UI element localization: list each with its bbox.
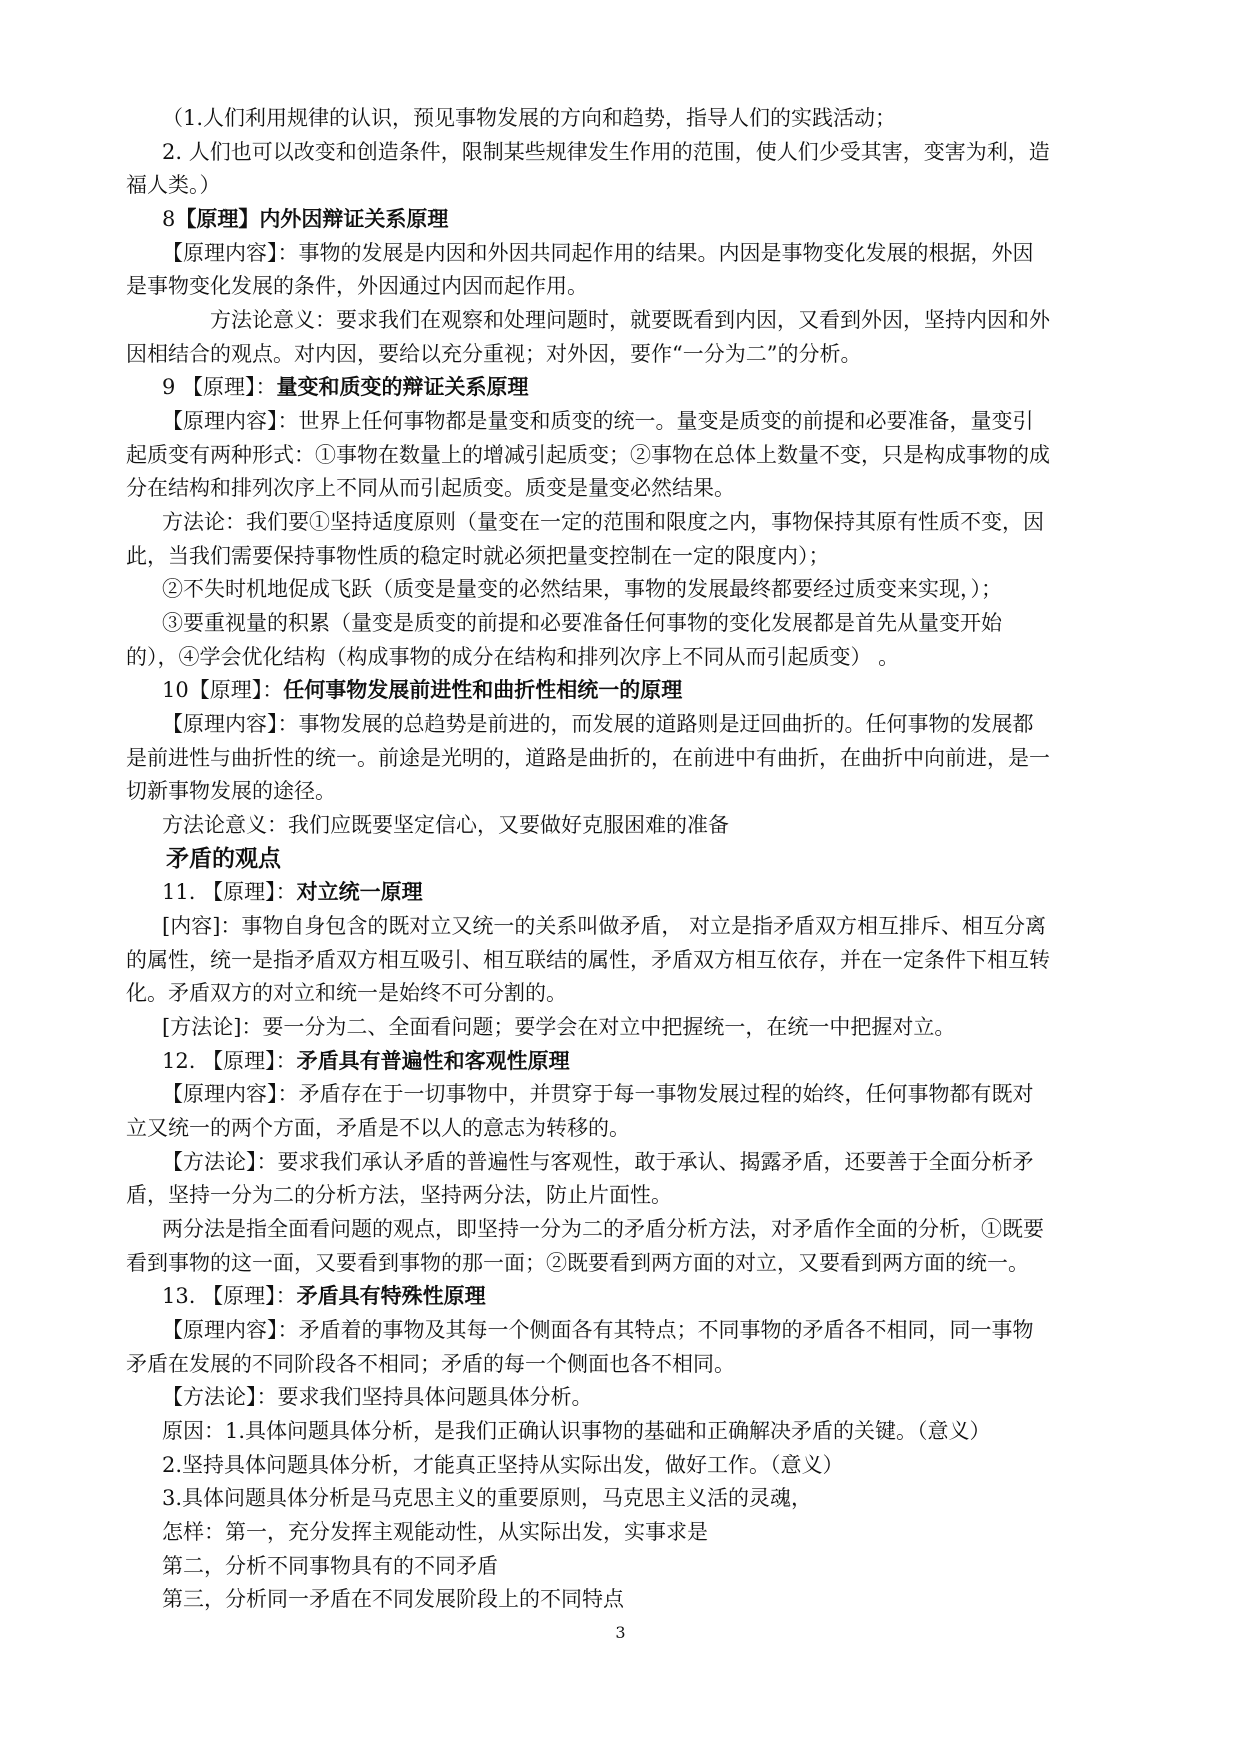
text-line: 【原理内容】：世界上任何事物都是量变和质变的统一。量变是质变的前提和必要准备，量变引 [162,409,1034,433]
text-line: 的），④学会优化结构（构成事物的成分在结构和排列次序上不同从而引起质变） 。 [126,645,900,669]
heading-label: 【原理】： [202,1049,297,1073]
text-line: 方法论：我们要①坚持适度原则（量变在一定的范围和限度之内，事物保持其原有性质不变，因 [162,510,1044,534]
text-line: 怎样：第一，充分发挥主观能动性，从实际出发，实事求是 [162,1520,708,1544]
text-line: ②不失时机地促成飞跃（质变是量变的必然结果，事物的发展最终都要经过质变来实现，）； [162,577,1002,601]
text-line: 是事物变化发展的条件，外因通过内因而起作用。 [126,274,588,298]
principle-heading [0,675,1241,705]
text-line: （1.人们利用规律的认识，预见事物发展的方向和趋势，指导人们的实践活动； [162,106,897,130]
text-line: 矛盾在发展的不同阶段各不相同；矛盾的每一个侧面也各不相同。 [126,1352,735,1376]
text-line: 两分法是指全面看问题的观点，即坚持一分为二的矛盾分析方法，对矛盾作全面的分析，①既要 [162,1217,1044,1241]
text-line: 盾，坚持一分为二的分析方法，坚持两分法，防止片面性。 [126,1183,672,1207]
heading-label: 【原理】： [188,678,284,702]
heading-title: 对立统一原理 [296,880,423,904]
principle-heading [0,204,1241,234]
text-line: ③要重视量的积累（量变是质变的前提和必要准备任何事物的变化发展都是首先从量变开始 [162,611,1002,635]
section-heading: 矛盾的观点 [166,846,281,872]
principle-heading [0,877,1241,907]
heading-number: 9 [162,375,183,399]
text-line: 化。矛盾双方的对立和统一是始终不可分割的。 [126,981,567,1005]
text-line: 【方法论】：要求我们承认矛盾的普遍性与客观性，敢于承认、揭露矛盾，还要善于全面分析矛 [162,1150,1034,1174]
principle-heading [0,1046,1241,1076]
text-line: 切新事物发展的途径。 [126,779,336,803]
text-line: [方法论]：要一分为二、全面看问题；要学会在对立中把握统一，在统一中把握对立。 [162,1015,956,1039]
text-line: 起质变有两种形式：①事物在数量上的增减引起质变；②事物在总体上数量不变，只是构成事物的成 [126,443,1050,467]
principle-heading [0,372,1241,402]
text-line: 的属性，统一是指矛盾双方相互吸引、相互联结的属性，矛盾双方相互依存，并在一定条件下相互转 [126,948,1050,972]
text-line: 原因：1.具体问题具体分析，是我们正确认识事物的基础和正确解决矛盾的关键。（意义） [162,1419,991,1443]
heading-number: 12. [162,1049,203,1073]
text-line: 【原理内容】：事物的发展是内因和外因共同起作用的结果。内因是事物变化发展的根据，外因 [162,241,1034,265]
text-line: 因相结合的观点。对内因，要给以充分重视；对外因，要作“一分为二”的分析。 [126,342,862,366]
heading-title: 量变和质变的辩证关系原理 [276,375,529,399]
heading-number: 13. [162,1284,203,1308]
text-line: 【原理内容】：矛盾着的事物及其每一个侧面各有其特点；不同事物的矛盾各不相同，同一事物 [162,1318,1034,1342]
text-line: 是前进性与曲折性的统一。前途是光明的，道路是曲折的，在前进中有曲折，在曲折中向前进，是一 [126,746,1050,770]
text-line: 第二，分析不同事物具有的不同矛盾 [162,1554,498,1578]
text-line: 分在结构和排列次序上不同从而引起质变。质变是量变必然结果。 [126,476,735,500]
heading-number: 10 [162,678,189,702]
text-line: 【方法论】：要求我们坚持具体问题具体分析。 [162,1385,593,1409]
text-line: 看到事物的这一面，又要看到事物的那一面；②既要看到两方面的对立，又要看到两方面的统一。 [126,1251,1029,1275]
page-number: 3 [615,1623,626,1642]
heading-title: 任何事物发展前进性和曲折性相统一的原理 [283,678,683,702]
heading-label: 【原理】： [202,880,297,904]
text-line: 3.具体问题具体分析是马克思主义的重要原则，马克思主义活的灵魂， [162,1486,813,1510]
text-line: 此，当我们需要保持事物性质的稳定时就必须把量变控制在一定的限度内）； [126,544,830,568]
heading-label: 【原理】： [182,375,277,399]
text-line: 【原理内容】：事物发展的总趋势是前进的，而发展的道路则是迂回曲折的。任何事物的发展都 [162,712,1034,736]
heading-number: 11. [162,880,203,904]
text-line: [内容]：事物自身包含的既对立又统一的关系叫做矛盾， 对立是指矛盾双方相互排斥、相互分离 [162,914,1047,938]
heading-number: 8 [162,207,176,231]
heading-label: 【原理】 [175,207,260,231]
heading-title: 矛盾具有普遍性和客观性原理 [296,1049,570,1073]
text-line: 方法论意义：我们应既要坚定信心，又要做好克服困难的准备 [162,813,729,837]
principle-heading [0,1281,1241,1311]
heading-label: 【原理】： [202,1284,297,1308]
text-line: 第三，分析同一矛盾在不同发展阶段上的不同特点 [162,1587,624,1611]
text-line: 立又统一的两个方面，矛盾是不以人的意志为转移的。 [126,1116,630,1140]
text-line: 【原理内容】：矛盾存在于一切事物中，并贯穿于每一事物发展过程的始终，任何事物都有既对 [162,1082,1034,1106]
heading-title: 内外因辩证关系原理 [259,207,449,231]
text-line: 2. 人们也可以改变和创造条件，限制某些规律发生作用的范围，使人们少受其害，变害为利，造 [162,140,1050,164]
heading-title: 矛盾具有特殊性原理 [296,1284,486,1308]
text-line: 2.坚持具体问题具体分析，才能真正坚持从实际出发，做好工作。（意义） [162,1453,844,1477]
text-line: 方法论意义：要求我们在观察和处理问题时，就要既看到内因，又看到外因，坚持内因和外 [210,308,1050,332]
text-line: 福人类。） [126,173,221,197]
